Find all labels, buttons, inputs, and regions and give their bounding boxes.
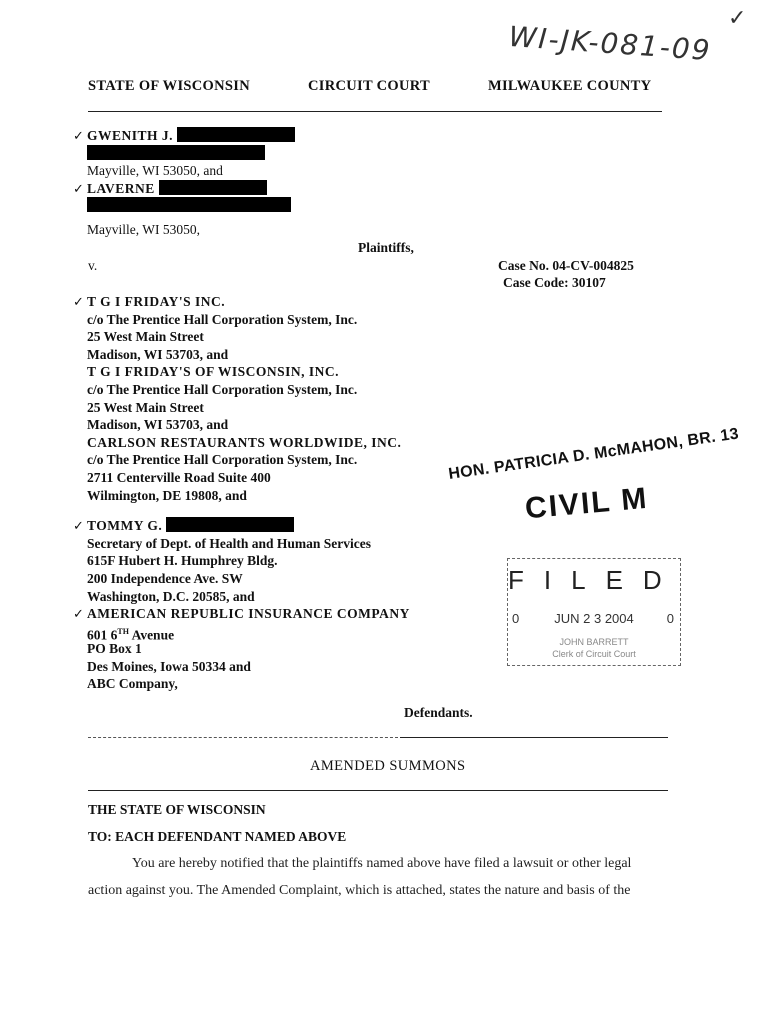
defendants-role: Defendants. bbox=[404, 705, 473, 720]
summons-state-line: THE STATE OF WISCONSIN bbox=[88, 802, 266, 817]
defendant-5-line: Des Moines, Iowa 50334 and bbox=[87, 658, 251, 674]
header-county: MILWAUKEE COUNTY bbox=[488, 78, 652, 94]
summons-rule bbox=[88, 790, 668, 791]
defendant-4-line: 615F Hubert H. Humphrey Bldg. bbox=[87, 553, 278, 569]
plaintiff-1-city: Mayville, WI 53050, and bbox=[87, 163, 223, 179]
judge-stamp: HON. PATRICIA D. McMAHON, BR. 13 bbox=[447, 425, 740, 484]
summons-title: AMENDED SUMMONS bbox=[310, 758, 466, 774]
plaintiff-2-name: LAVERNE bbox=[87, 180, 155, 196]
defendant-2-name: T G I FRIDAY'S OF WISCONSIN, INC. bbox=[87, 364, 340, 380]
defendant-3-line: c/o The Prentice Hall Corporation System, Inc. bbox=[87, 452, 358, 468]
plaintiff-1-line bbox=[73, 127, 447, 145]
redaction-bar bbox=[159, 180, 267, 195]
defendant-5-line: PO Box 1 bbox=[87, 641, 142, 657]
check-mark: ✓ bbox=[73, 181, 85, 197]
redaction-bar bbox=[87, 145, 265, 160]
check-mark: ✓ bbox=[73, 607, 85, 623]
defendant-4-line: Washington, D.C. 20585, and bbox=[87, 588, 255, 604]
redaction-bar bbox=[87, 197, 291, 212]
case-number: Case No. 04-CV-004825 bbox=[498, 258, 634, 273]
filed-stamp-mark: 0 bbox=[512, 611, 520, 626]
plaintiff-2-city: Mayville, WI 53050, bbox=[87, 221, 200, 237]
defendant-1-line: c/o The Prentice Hall Corporation System, Inc. bbox=[87, 311, 358, 327]
defendant-2-line: c/o The Prentice Hall Corporation System, Inc. bbox=[87, 381, 358, 397]
plaintiff-1-name: GWENITH J. bbox=[87, 128, 174, 143]
defendant-2-line: 25 West Main Street bbox=[87, 399, 204, 415]
handwritten-case-id: WI-JK-081-09 bbox=[507, 20, 713, 68]
defendant-3-line: 2711 Centerville Road Suite 400 bbox=[87, 469, 271, 485]
filed-stamp-date: JUN 2 3 2004 bbox=[554, 611, 634, 626]
check-mark: ✓ bbox=[73, 295, 85, 310]
plaintiff-2-line bbox=[73, 180, 447, 198]
filed-stamp-clerk-title: Clerk of Circuit Court bbox=[552, 649, 636, 659]
case-code: Case Code: 30107 bbox=[503, 275, 606, 290]
defendant-1-line: 25 West Main Street bbox=[87, 329, 204, 345]
defendant-4-line: Secretary of Dept. of Health and Human Services bbox=[87, 535, 371, 551]
defendant-5-street: 601 6TH Avenue bbox=[87, 626, 175, 643]
defendant-5-name-line bbox=[73, 605, 467, 623]
defendant-3-name: CARLSON RESTAURANTS WORLDWIDE, INC. bbox=[87, 434, 402, 450]
defendant-2-line: Madison, WI 53703, and bbox=[87, 417, 229, 433]
header-state: STATE OF WISCONSIN bbox=[88, 78, 250, 94]
caption-dashed-rule bbox=[88, 737, 398, 738]
redaction-bar bbox=[166, 517, 294, 532]
filed-stamp bbox=[507, 558, 681, 666]
summons-paragraph-line: action against you. The Amended Complaint, which is attached, states the nature and basis of the bbox=[88, 883, 631, 898]
defendant-1-line: Madison, WI 53703, and bbox=[87, 346, 229, 362]
plaintiffs-role: Plaintiffs, bbox=[358, 240, 414, 255]
redaction-bar bbox=[177, 127, 295, 142]
division-stamp: CIVIL M bbox=[523, 481, 650, 526]
defendant-5-line: ABC Company, bbox=[87, 676, 178, 692]
parties-block bbox=[73, 127, 447, 239]
filed-stamp-clerk-name: JOHN BARRETT bbox=[559, 637, 629, 647]
summons-to-line: TO: EACH DEFENDANT NAMED ABOVE bbox=[88, 829, 347, 844]
handwritten-checkmark: ✓ bbox=[728, 6, 747, 31]
defendant-1-name: ✓ T G I FRIDAY'S INC. bbox=[73, 294, 226, 310]
defendant-4-name: TOMMY G. bbox=[87, 518, 163, 534]
check-mark: ✓ bbox=[73, 129, 85, 144]
header-court: CIRCUIT COURT bbox=[308, 78, 430, 94]
caption-rule bbox=[400, 737, 668, 738]
defendant-3-line: Wilmington, DE 19808, and bbox=[87, 487, 247, 503]
check-mark: ✓ bbox=[73, 519, 85, 535]
defendant-4-name-line bbox=[73, 517, 467, 535]
filed-stamp-title: FILED bbox=[508, 565, 682, 595]
defendants-block bbox=[73, 293, 467, 693]
summons-paragraph-line: You are hereby notified that the plaintiffs named above have filed a lawsuit or other legal bbox=[132, 856, 632, 871]
plaintiff-2-address-line bbox=[87, 197, 447, 215]
defendant-5-name: AMERICAN REPUBLIC INSURANCE COMPANY bbox=[87, 606, 410, 622]
defendant-4-line: 200 Independence Ave. SW bbox=[87, 570, 243, 586]
header-rule bbox=[88, 111, 662, 112]
filed-stamp-mark: 0 bbox=[666, 611, 674, 626]
plaintiff-1-address-line bbox=[87, 145, 447, 163]
versus: v. bbox=[88, 258, 98, 273]
